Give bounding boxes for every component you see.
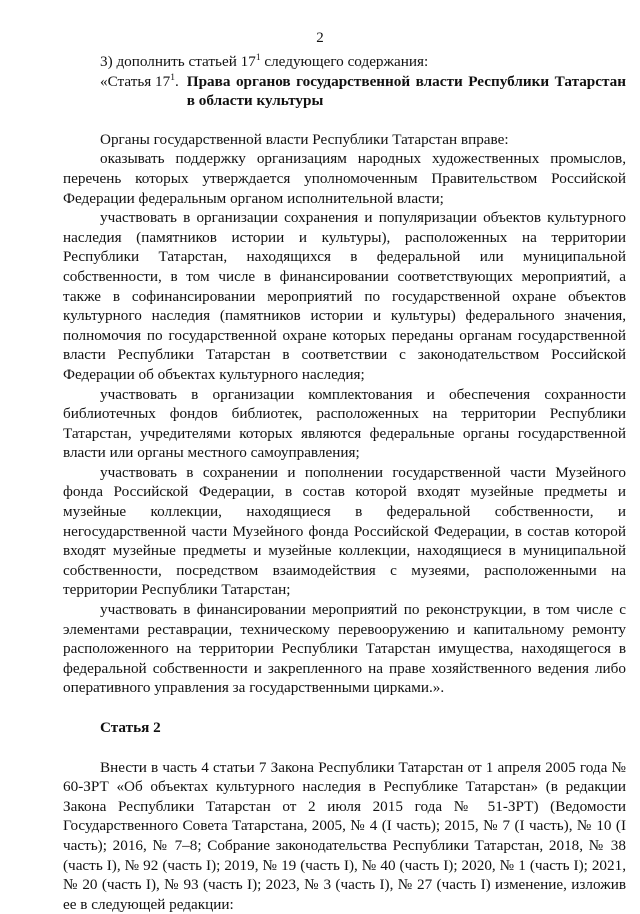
page-number: 2 <box>316 30 324 46</box>
spacer <box>63 111 626 130</box>
amendment-intro-text: 3) дополнить статьей 17 <box>100 53 256 70</box>
spacer <box>63 738 626 758</box>
article-17-1-prefix-superscript: 1 <box>170 72 175 83</box>
article-17-1-title: Права органов государственной власти Республики Татарстан в области культуры <box>186 72 626 110</box>
paragraph-heritage-objects: участвовать в организации сохранения и популяризации объектов культурного наследия (памятников истории и культуры), расположенных на территории Республики Татарстан, находящихся в федеральной или муниципальной собственности, в том числе в финансировании соответствующих мероприятий, а также в софинансировании мероприятий по государственной охране объектов культурного наследия (памятников истории и культуры) федерального значения, полномочия по государственной охране которых переданы органам государственной власти Республики Татарстан в соответствии с законодательством Российской Федерации об объектах культурного наследия; <box>63 209 626 383</box>
article-2-heading: Статья 2 <box>100 719 161 736</box>
article-17-1-prefix <box>100 72 187 92</box>
spacer <box>63 698 626 718</box>
paragraph-circus-financing: участвовать в финансировании мероприятий по реконструкции, в том числе с элементами реставрации, техническому перевооружению и капитальному ремонту расположенного на территории Республики Татарстан имущества, находящегося в федеральной собственности и закрепленного на праве хозяйственного ведения либо оперативного управления за государственными цирками.». <box>63 601 626 697</box>
article-17-1-prefix-tail: . <box>174 72 179 90</box>
amendment-intro <box>63 52 626 72</box>
article-17-1-heading <box>63 72 626 111</box>
paragraph-crafts-support: оказывать поддержку организациям народных художественных промыслов, перечень которых утверждается уполномоченным Правительством Российской Федерации федеральным органом исполнительной власти; <box>63 150 626 207</box>
amendment-intro-superscript: 1 <box>255 53 261 63</box>
paragraph-powers-intro: Органы государственной власти Республики Татарстан вправе: <box>100 130 509 148</box>
article-2-text: Внести в часть 4 статьи 7 Закона Республики Татарстан от 1 апреля 2005 года № 60-ЗРТ «Об объектах культурного наследия в Республике Татарстан» (в редакции Закона Республики Татарстан от 2 июля 2015 года № 51-ЗРТ) (Ведомости Государственного Совета Татарстана, 2005, № 4 (I часть); 2015, № 7 (I часть), № 10 (I часть); 2016, № 7–8; Собрание законодательства Республики Татарстан, 2018, № 38 (часть I), № 92 (часть I); 2019, № 19 (часть I), № 40 (часть I); 2020, № 1 (часть I); 2021, № 20 (часть I), № 93 (часть I); 2023, № 3 (часть I), № 27 (часть I) изменение, изложив ее в следующей редакции: <box>63 758 626 913</box>
paragraph-museum-fund: участвовать в сохранении и пополнении государственной части Музейного фонда Российской Федерации, в состав которой входят музейные предметы и музейные коллекции, находящиеся в федеральной собственности, и негосударственной части Музейного фонда Российской Федерации, в состав которой входят музейные предметы и музейные коллекции, находящиеся в муниципальной собственности, посредством взаимодействия с музеями, расположенными на территории Республики Татарстан; <box>63 463 626 599</box>
paragraph-library-funds: участвовать в организации комплектования и обеспечения сохранности библиотечных фондов библиотек, расположенных на территории Республики Татарстан, учредителями которых являются федеральные органы государственной власти или органы местного самоуправления; <box>63 385 626 462</box>
document-body <box>63 52 626 914</box>
amendment-intro-tail: следующего содержания: <box>260 53 429 70</box>
article-17-1-prefix-text: «Статья 17 <box>100 72 171 90</box>
